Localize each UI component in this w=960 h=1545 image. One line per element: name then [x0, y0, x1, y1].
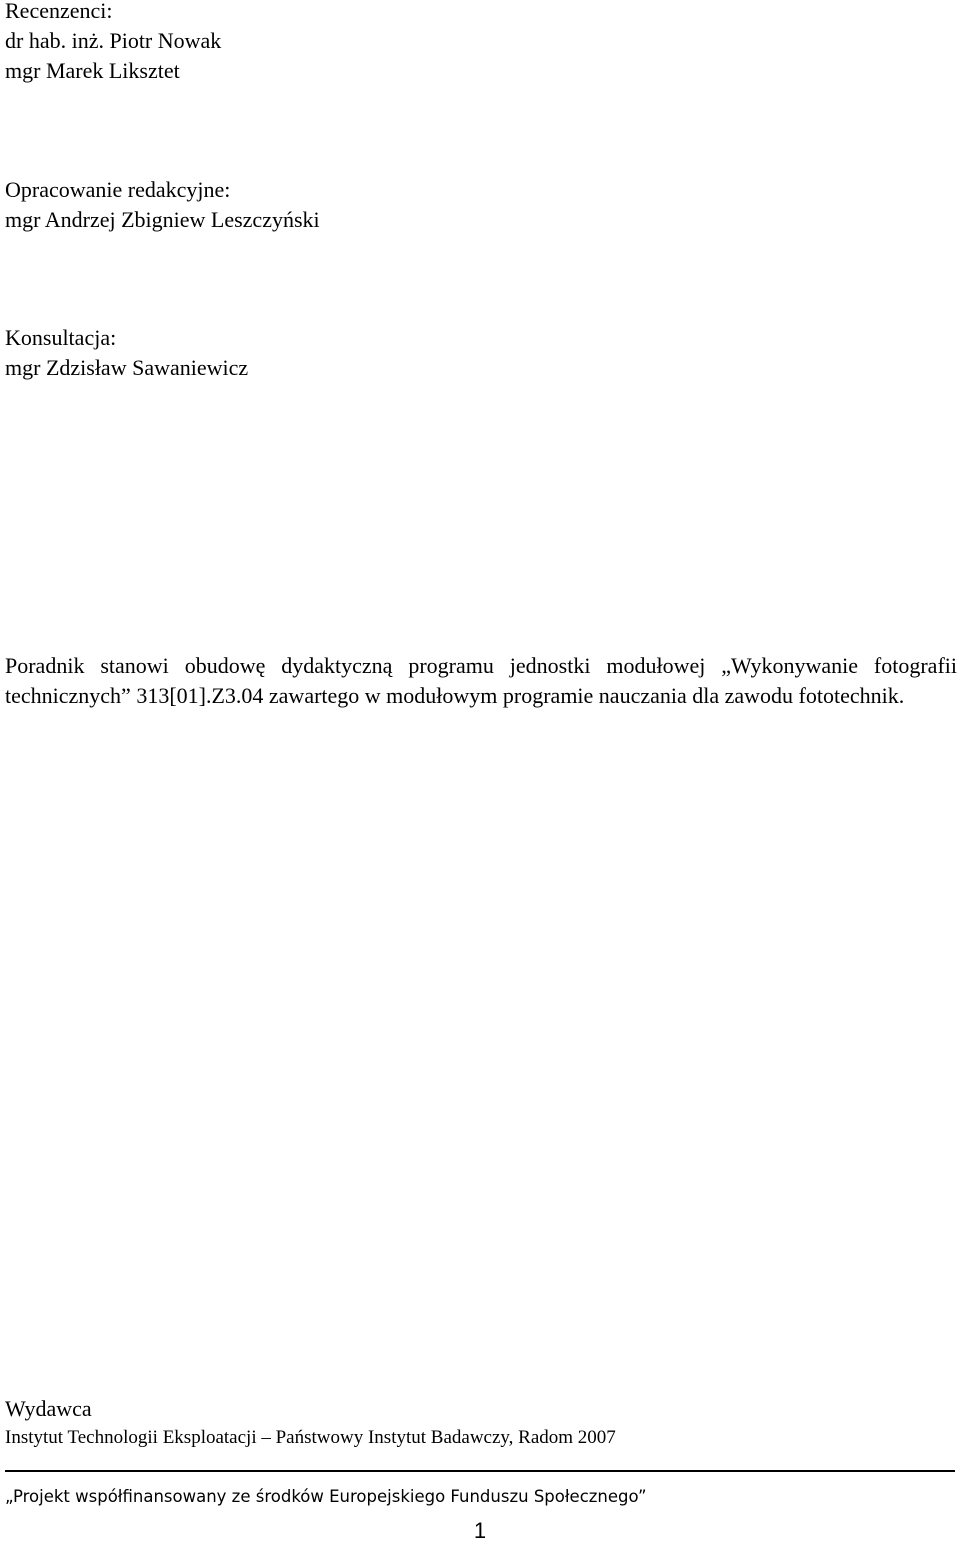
- footer-funding-note: „Projekt współfinansowany ze środków Europejskiego Funduszu Społecznego”: [5, 1487, 647, 1506]
- reviewers-section: [5, 0, 221, 86]
- publisher-info: Instytut Technologii Eksploatacji – Państwowy Instytut Badawczy, Radom 2007: [5, 1427, 616, 1448]
- editorial-label: Opracowanie redakcyjne:: [5, 177, 231, 202]
- description-paragraph: Poradnik stanowi obudowę dydaktyczną programu jednostki modułowej „Wykonywanie fotografii technicznych” 313[01].Z3.04 zawartego w modułowym programie nauczania dla zawodu fototechnik.: [5, 653, 957, 708]
- reviewers-label: Recenzenci:: [5, 0, 113, 23]
- footer-divider: [5, 1470, 955, 1472]
- publisher-label: Wydawca: [5, 1396, 92, 1421]
- editorial-section: [5, 175, 320, 235]
- consultation-label: Konsultacja:: [5, 325, 117, 350]
- reviewer-name: dr hab. inż. Piotr Nowak: [5, 28, 222, 53]
- reviewer-name: mgr Marek Liksztet: [5, 58, 180, 83]
- page-number: 1: [473, 1518, 487, 1543]
- consultation-section: [5, 323, 248, 383]
- editor-name: mgr Andrzej Zbigniew Leszczyński: [5, 207, 320, 232]
- consultant-name: mgr Zdzisław Sawaniewicz: [5, 355, 249, 380]
